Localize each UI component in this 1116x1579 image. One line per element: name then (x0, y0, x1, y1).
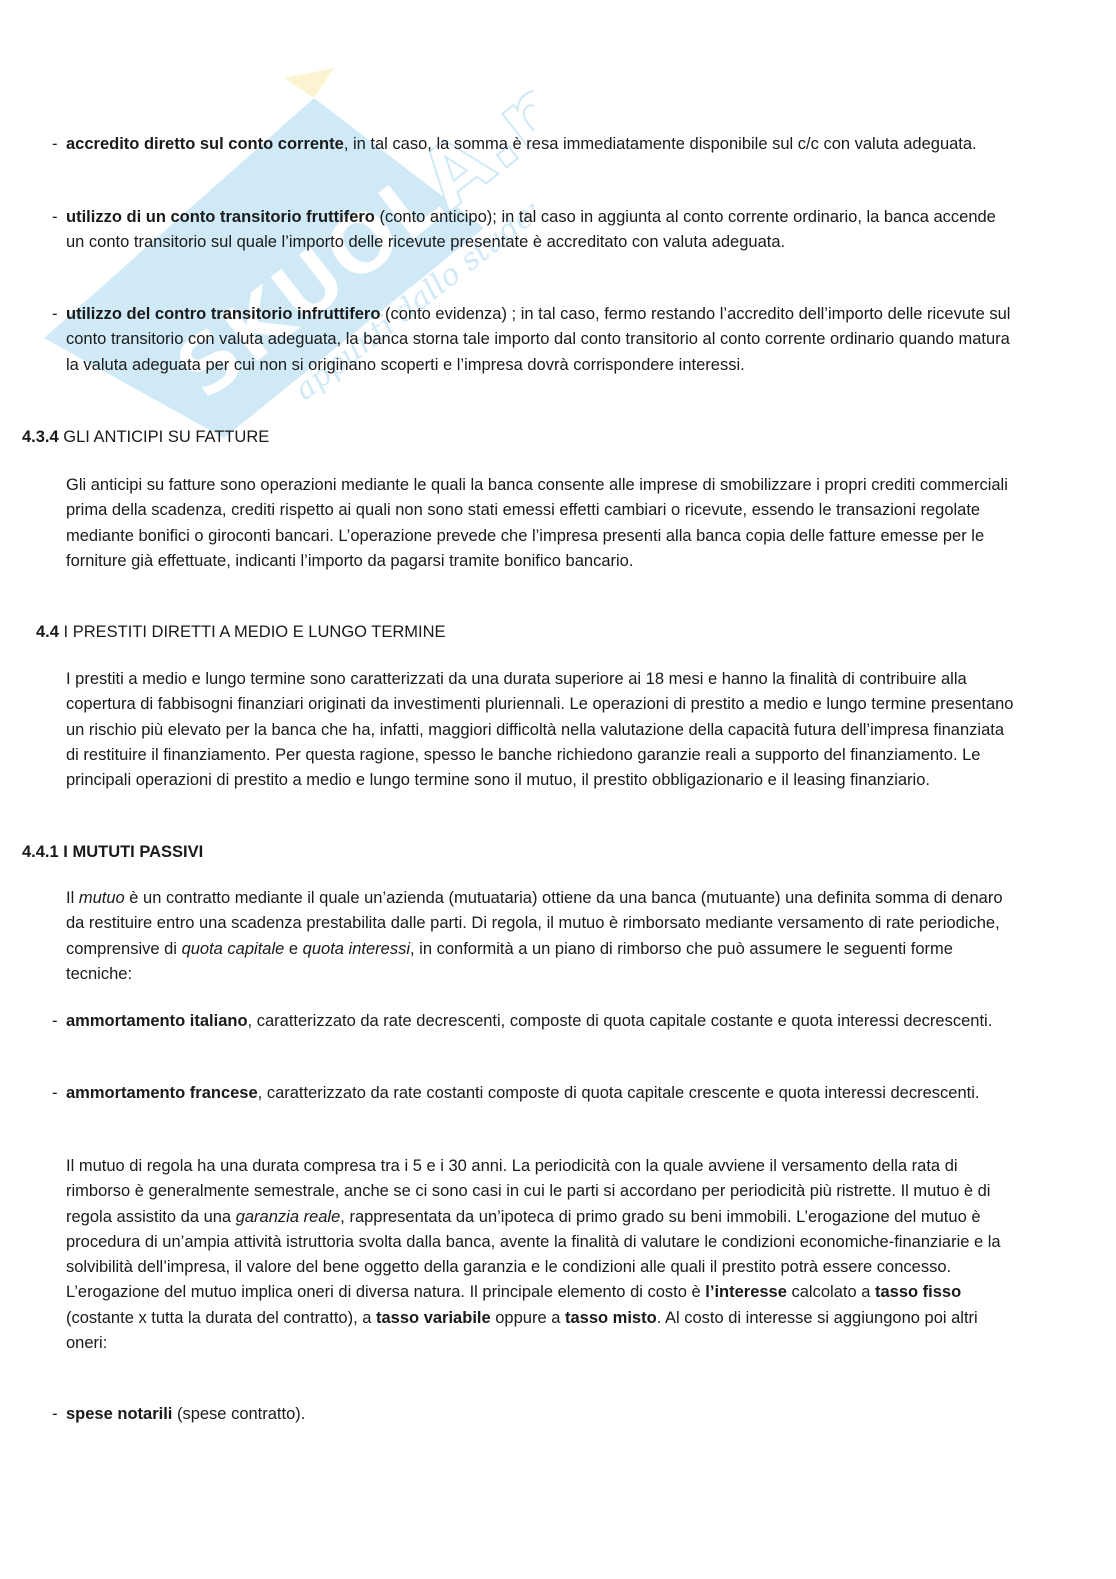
section-heading-441: 4.4.1 I MUTUTI PASSIVI (22, 843, 204, 861)
list-item (52, 1081, 1016, 1106)
section-441-body (66, 1154, 1016, 1356)
text-run: e (284, 939, 303, 958)
bullet-text: (conto anticipo); in tal caso in aggiunta al conto corrente ordinario, la banca accende un conto transitorio sul quale l’importo delle ricevute presentate è accreditato con valuta adeguata. (66, 208, 996, 252)
text-run: . Al costo di interesse si aggiungono poi altri oneri: (66, 1308, 978, 1353)
section-441-intro (66, 886, 1016, 987)
text-run: , in conformità a un piano di rimborso che può assumere le seguenti forme tecniche: (66, 939, 953, 983)
bullet-dash: - (52, 208, 58, 226)
bullet-bold-term: utilizzo del contro transitorio infruttifero (66, 305, 381, 323)
bullet-text: , caratterizzato da rate costanti composte di quota capitale crescente e quota interessi decrescenti. (257, 1084, 980, 1102)
bullet-dash: - (52, 305, 58, 323)
bullet-bold-term: spese notarili (66, 1405, 173, 1423)
bold-term: tasso fisso (874, 1283, 962, 1302)
bullet-text: , caratterizzato da rate decrescenti, composte di quota capitale costante e quota interessi decrescenti. (247, 1012, 993, 1030)
bullet-dash: - (52, 1012, 58, 1030)
bullet-bold-term: accredito diretto sul conto corrente (66, 135, 344, 153)
text-run: (costante x tutta la durata del contratto), a (66, 1308, 377, 1327)
list-item (52, 1009, 1016, 1034)
italic-term: garanzia reale (235, 1207, 341, 1226)
italic-term: quota capitale (181, 939, 285, 958)
section-title: GLI ANTICIPI SU FATTURE (58, 428, 270, 446)
bold-term: l’interesse (705, 1283, 787, 1302)
section-number: 4.4 (36, 623, 59, 641)
section-434-body: Gli anticipi su fatture sono operazioni mediante le quali la banca consente alle imprese di smobilizzare i propri crediti commerciali prima della scadenza, crediti rispetto ai quali non sono stati emessi effetti cambiari o ricevute, essendo le transazioni regolate mediante bonifici o giroconti bancari. L’operazione prevede che l’impresa presenti alla banca copia delle fatture emesse per le forniture già effettuate, indicanti l’importo da pagarsi tramite bonifico bancario. (66, 476, 1008, 570)
bullet-bold-term: ammortamento italiano (66, 1012, 248, 1030)
section-heading-434 (22, 425, 269, 450)
bullet-dash: - (52, 135, 58, 153)
text-run: è un contratto mediante il quale un’azienda (mutuataria) ottiene da una banca (mutuante) una definita somma di denaro da restituire entro una scadenza prestabilita dalle parti. Di regola, il mutuo è rimborsato mediante versamento di rate periodiche, comprensive di (66, 889, 1003, 958)
bold-term: tasso misto (564, 1308, 657, 1327)
watermark-brand-text: SKUOLA.net (158, 38, 534, 419)
bold-term: tasso variabile (376, 1308, 491, 1327)
bullet-bold-term: ammortamento francese (66, 1084, 258, 1102)
italic-term: quota interessi (302, 939, 410, 958)
section-heading-44 (36, 620, 446, 645)
watermark-badge-corner (284, 68, 334, 98)
list-item (52, 302, 1016, 378)
list-item (52, 1402, 1016, 1427)
section-number: 4.3.4 (22, 428, 59, 446)
bullet-dash: - (52, 1405, 58, 1423)
bullet-dash: - (52, 1084, 58, 1102)
section-title: I PRESTITI DIRETTI A MEDIO E LUNGO TERMINE (58, 623, 446, 641)
bullet-bold-term: utilizzo di un conto transitorio fruttifero (66, 208, 375, 226)
text-run: calcolato a (786, 1283, 875, 1302)
bullet-text: (spese contratto). (172, 1405, 306, 1423)
bullet-text: (conto evidenza) ; in tal caso, fermo restando l’accredito dell’importo delle ricevute sul conto transitorio con valuta adeguata, la banca storna tale importo dal conto transitorio al conto corrente ordinario quando matura la valuta adeguata per cui non si originano scoperti e l’impresa dovrà corrispondere interessi. (66, 305, 1011, 374)
text-run: oppure a (490, 1308, 565, 1327)
bullet-text: , in tal caso, la somma è resa immediatamente disponibile sul c/c con valuta adeguata. (343, 135, 977, 153)
watermark-tagline-text: appunti dallo studente (288, 168, 534, 408)
section-44-body: I prestiti a medio e lungo termine sono caratterizzati da una durata superiore ai 18 mesi e hanno la finalità di contribuire alla copertura di fabbisogni finanziari originati da investimenti pluriennali. Le operazioni di prestito a medio e lungo termine presentano un rischio più elevato per la banca che ha, infatti, maggiori difficoltà nella valutazione della capacità futura dell’impresa finanziata di restituire il finanziamento. Per questa ragione, spesso le banche richiedono garanzie reali a supporto del finanziamento. Le principali operazioni di prestito a medio e lungo termine sono il mutuo, il prestito obbligazionario e il leasing finanziario. (66, 670, 1014, 790)
text-run: Il (66, 889, 79, 907)
italic-term: mutuo (78, 889, 125, 907)
list-item (52, 205, 1016, 256)
list-item (52, 132, 1016, 157)
text-run: Il mutuo di regola ha una durata compresa tra i 5 e i 30 anni. La periodicità con la quale avviene il versamento della rata di rimborso è generalmente semestrale, anche se ci sono casi in cui le parti si accordano per periodicità più ristrette. Il mutuo è di regola assistito da una (66, 1157, 991, 1226)
text-run: , rappresentata da un’ipoteca di primo grado su beni immobili. L’erogazione del mutuo è procedura di un’ampia attività istruttoria svolta dalla banca, avente la finalità di valutare le condizioni economiche-finanziarie e la solvibilità dell’impresa, il valore del bene oggetto della garanzia e le condizioni alle quali il prestito potrà essere concesso. L’erogazione del mutuo implica oneri di diversa natura. Il principale elemento di costo è (66, 1207, 1001, 1302)
